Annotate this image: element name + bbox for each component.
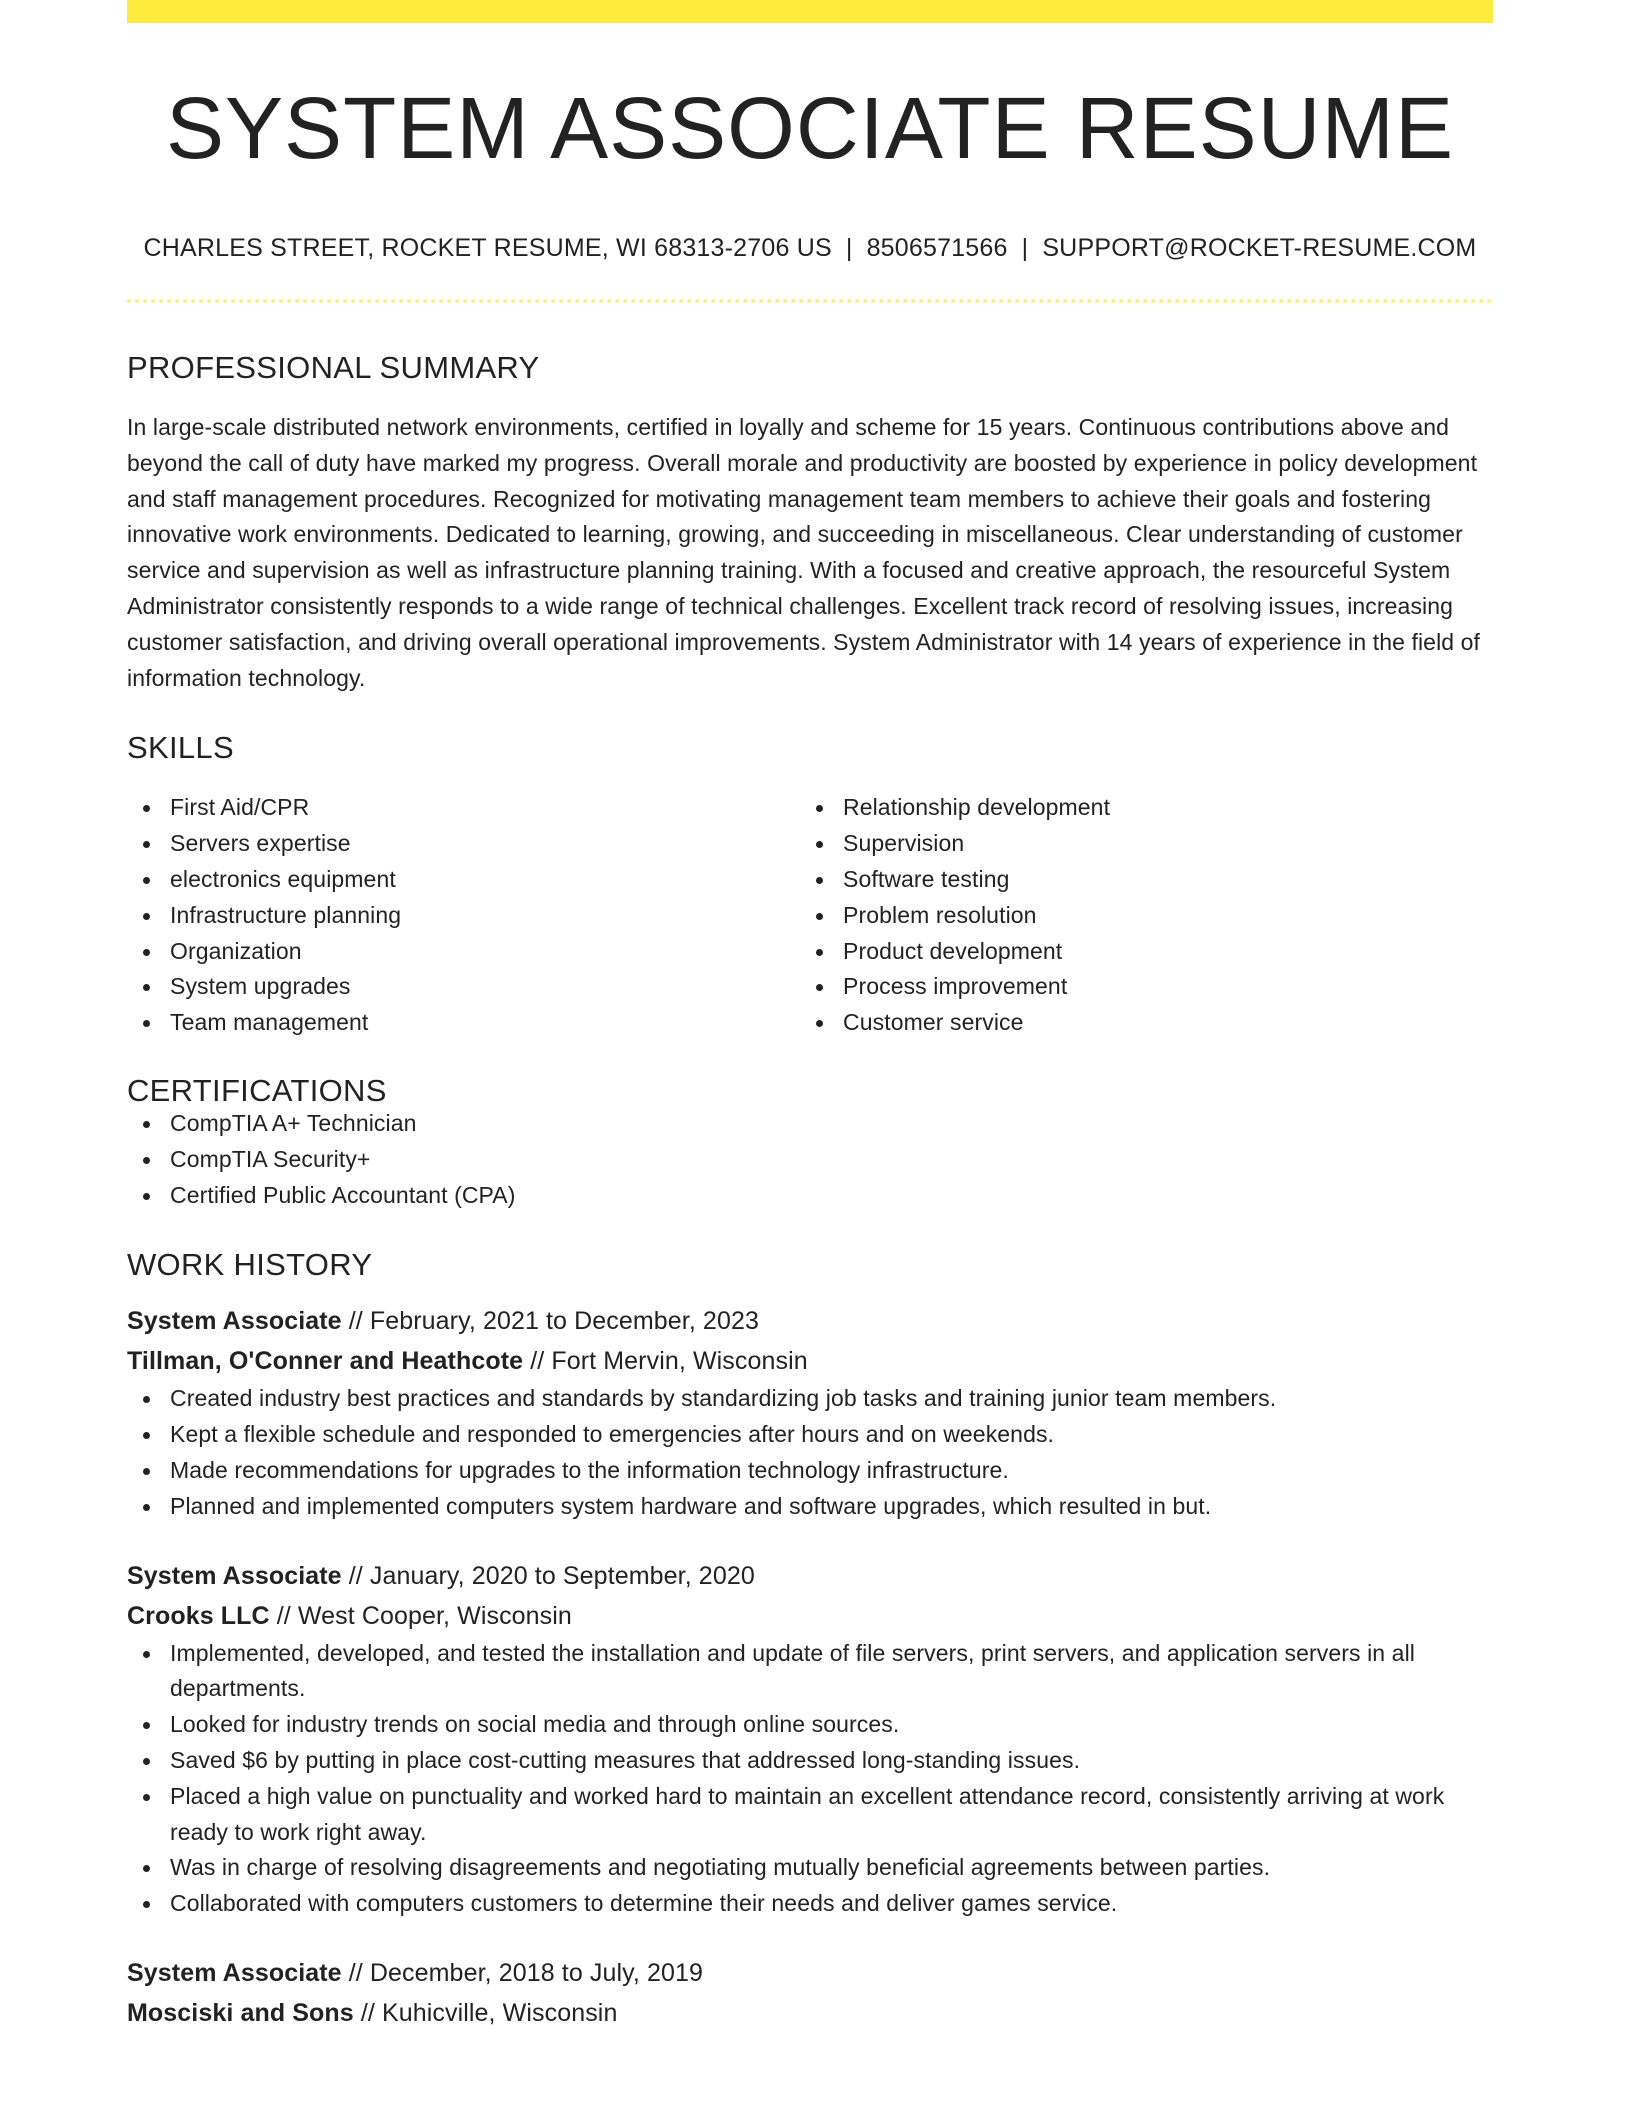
skill-item: Infrastructure planning: [127, 898, 800, 934]
job-bullet: Kept a flexible schedule and responded to emergencies after hours and on weekends.: [127, 1417, 1493, 1453]
job-bullet: Looked for industry trends on social media and through online sources.: [127, 1707, 1493, 1743]
skill-item: Team management: [127, 1005, 800, 1041]
skill-item: Relationship development: [800, 790, 1473, 826]
job-company-line: [127, 1596, 1493, 1636]
job-bullets: [127, 1636, 1493, 1922]
job-dates: January, 2020 to September, 2020: [369, 1561, 755, 1590]
job-location: Fort Mervin, Wisconsin: [551, 1347, 808, 1376]
certification-item: CompTIA A+ Technician: [127, 1106, 1493, 1142]
summary-text: In large-scale distributed network environments, certified in loyally and scheme for 15 years. Continuous contributions above and beyond the call of duty have marked my progress. Overall morale and productivity are boosted by experience in policy development and staff management procedures. Recognized for motivating management team members to achieve their goals and fostering innovative work environments. Dedicated to learning, growing, and succeeding in miscellaneous. Clear understanding of customer service and supervision as well as infrastructure planning training. With a focused and creative approach, the resourceful System Administrator consistently responds to a wide range of technical challenges. Excellent track record of resolving issues, increasing customer satisfaction, and driving overall operational improvements. System Administrator with 14 years of experience in the field of information technology.: [127, 414, 1481, 691]
job-bullet: Planned and implemented computers system hardware and software upgrades, which resulted in but.: [127, 1489, 1493, 1525]
section-title-summary: PROFESSIONAL SUMMARY: [127, 350, 540, 385]
skill-item: Supervision: [800, 826, 1473, 862]
skill-item: System upgrades: [127, 969, 800, 1005]
job-bullet: Placed a high value on punctuality and worked hard to maintain an excellent attendance record, consistently arriving at work ready to work right away.: [127, 1779, 1493, 1851]
certifications-list: [127, 1106, 1493, 1213]
skill-item: electronics equipment: [127, 862, 800, 898]
job-dates: February, 2021 to December, 2023: [369, 1307, 759, 1336]
job-divider: //: [530, 1347, 545, 1376]
job-title: System Associate: [127, 1561, 342, 1590]
skill-item: Product development: [800, 934, 1473, 970]
job-entry: [127, 1301, 1493, 1524]
job-divider: //: [360, 1998, 375, 2027]
header-divider: [127, 299, 1493, 303]
job-bullet: Was in charge of resolving disagreements and negotiating mutually beneficial agreements between parties.: [127, 1850, 1493, 1886]
job-bullets: [127, 1381, 1493, 1524]
job-company: Mosciski and Sons: [127, 1998, 354, 2027]
job-bullet: Saved $6 by putting in place cost-cutting measures that addressed long-standing issues.: [127, 1743, 1493, 1779]
contact-phone[interactable]: 8506571566: [866, 234, 1008, 262]
job-entry: [127, 1953, 1493, 2033]
job-title: System Associate: [127, 1307, 342, 1336]
job-location: Kuhicville, Wisconsin: [381, 1998, 618, 2027]
contact-email[interactable]: SUPPORT@ROCKET-RESUME.COM: [1042, 234, 1477, 262]
certification-item: CompTIA Security+: [127, 1142, 1493, 1178]
job-company-line: [127, 1341, 1493, 1381]
section-title-certifications: CERTIFICATIONS: [127, 1072, 387, 1108]
skill-item: Servers expertise: [127, 826, 800, 862]
skill-item: First Aid/CPR: [127, 790, 800, 826]
skills-list-right: [800, 790, 1473, 1041]
skill-item: Customer service: [800, 1005, 1473, 1041]
skills-grid: [127, 790, 1493, 1041]
job-divider: //: [348, 1958, 363, 1987]
job-title-line: [127, 1301, 1493, 1341]
job-company: Tillman, O'Conner and Heathcote: [127, 1347, 524, 1376]
certification-item: Certified Public Accountant (CPA): [127, 1178, 1493, 1214]
job-divider: //: [348, 1307, 363, 1336]
skill-item: Software testing: [800, 862, 1473, 898]
skill-item: Problem resolution: [800, 898, 1473, 934]
job-title-line: [127, 1953, 1493, 1993]
job-bullet: Implemented, developed, and tested the installation and update of file servers, print servers, and application servers in all departments.: [127, 1636, 1493, 1708]
job-bullet: Created industry best practices and standards by standardizing job tasks and training junior team members.: [127, 1381, 1493, 1417]
job-company-line: [127, 1993, 1493, 2033]
job-divider: //: [348, 1561, 363, 1590]
job-title-line: [127, 1556, 1493, 1596]
resume-page: [127, 0, 1493, 2033]
top-accent-bar: [127, 0, 1493, 23]
contact-separator: |: [845, 234, 853, 262]
job-bullet: Made recommendations for upgrades to the information technology infrastructure.: [127, 1453, 1493, 1489]
job-entry: [127, 1556, 1493, 1922]
skill-item: Process improvement: [800, 969, 1473, 1005]
job-divider: //: [276, 1601, 291, 1630]
job-bullet: Collaborated with computers customers to determine their needs and deliver games service.: [127, 1886, 1493, 1922]
job-title: System Associate: [127, 1958, 342, 1987]
contact-line: [127, 236, 1493, 261]
resume-title: SYSTEM ASSOCIATE RESUME: [166, 80, 1454, 177]
contact-separator: |: [1021, 234, 1029, 262]
skill-item: Organization: [127, 934, 800, 970]
section-title-work-history: WORK HISTORY: [127, 1247, 373, 1283]
job-dates: December, 2018 to July, 2019: [369, 1958, 703, 1987]
job-company: Crooks LLC: [127, 1601, 270, 1630]
skills-list-left: [127, 790, 800, 1041]
section-title-skills: SKILLS: [127, 730, 234, 766]
job-location: West Cooper, Wisconsin: [297, 1601, 572, 1630]
contact-address: CHARLES STREET, ROCKET RESUME, WI 68313-2706 US: [143, 234, 832, 262]
